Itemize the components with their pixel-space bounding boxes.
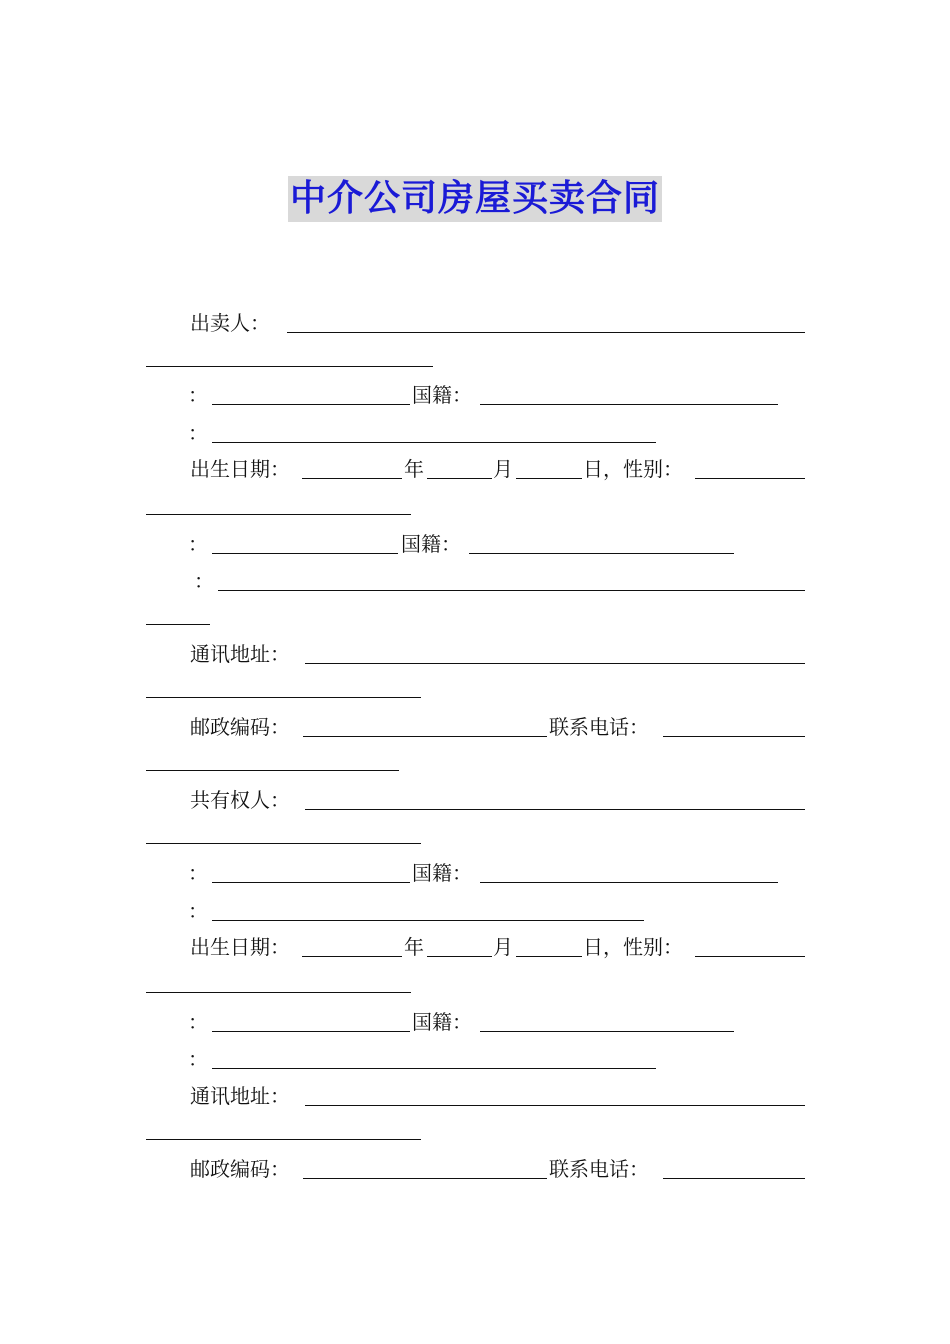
month-label: 月 — [493, 457, 513, 481]
blank-field — [218, 590, 805, 591]
address-blank-cont — [146, 697, 421, 698]
month-blank — [427, 478, 492, 479]
birth-date-label: 出生日期： — [190, 457, 290, 481]
nationality-blank — [480, 882, 778, 883]
co-owner-id-row-2 — [0, 1007, 950, 1037]
address-blank-cont — [146, 1139, 421, 1140]
document-title: 中介公司房屋买卖合同 — [288, 176, 662, 222]
month-label: 月 — [493, 935, 513, 959]
postcode-blank — [303, 736, 547, 737]
co-owner-extra-row-2 — [0, 1044, 950, 1074]
address-row — [0, 639, 950, 669]
address-blank — [305, 1105, 805, 1106]
colon-label: ： — [194, 569, 214, 593]
address-label: 通讯地址： — [190, 1084, 290, 1108]
nationality-label: 国籍： — [401, 532, 461, 556]
postcode-label: 邮政编码： — [190, 1157, 290, 1181]
day-blank — [516, 478, 582, 479]
postcode-blank — [303, 1178, 547, 1179]
co-owner-blank — [305, 809, 805, 810]
document-title-wrap — [0, 176, 950, 222]
nationality-blank — [469, 553, 734, 554]
month-blank — [427, 956, 492, 957]
co-owner-birth-row — [0, 932, 950, 962]
blank-field — [212, 1031, 410, 1032]
postcode-label: 邮政编码： — [190, 715, 290, 739]
blank-field — [212, 920, 644, 921]
nationality-blank — [480, 1031, 734, 1032]
seller-row — [0, 308, 950, 338]
co-owner-label: 共有权人： — [190, 788, 290, 812]
colon-label: ： — [188, 899, 208, 923]
gender-blank — [695, 956, 805, 957]
address-row-cont — [0, 673, 950, 703]
colon-label: ： — [188, 1010, 208, 1034]
blank-field — [212, 404, 410, 405]
co-owner-row — [0, 785, 950, 815]
co-owner-extra-row — [0, 896, 950, 926]
seller-extra-row-2-cont — [0, 600, 950, 630]
year-blank — [302, 478, 402, 479]
phone-blank — [663, 1178, 805, 1179]
year-blank — [302, 956, 402, 957]
colon-label: ： — [188, 383, 208, 407]
gender-blank — [695, 478, 805, 479]
birth-row — [0, 454, 950, 484]
year-label: 年 — [404, 935, 424, 959]
co-owner-address-row-cont — [0, 1115, 950, 1145]
nationality-label: 国籍： — [412, 1010, 472, 1034]
seller-id-row — [0, 380, 950, 410]
year-label: 年 — [404, 457, 424, 481]
address-label: 通讯地址： — [190, 642, 290, 666]
gender-blank-cont — [146, 514, 411, 515]
phone-label: 联系电话： — [549, 1157, 649, 1181]
postcode-phone-row-cont — [0, 746, 950, 776]
seller-extra-row-2 — [0, 566, 950, 596]
co-owner-id-row — [0, 858, 950, 888]
phone-blank-cont — [146, 770, 399, 771]
birth-row-cont — [0, 490, 950, 520]
co-owner-address-row — [0, 1081, 950, 1111]
nationality-label: 国籍： — [412, 383, 472, 407]
phone-blank — [663, 736, 805, 737]
day-gender-label: 日，性别： — [583, 457, 683, 481]
nationality-blank — [480, 404, 778, 405]
blank-field-cont — [146, 624, 210, 625]
colon-label: ： — [188, 1047, 208, 1071]
blank-field — [212, 553, 398, 554]
seller-blank-cont — [146, 366, 433, 367]
co-owner-birth-row-cont — [0, 968, 950, 998]
seller-row-cont — [0, 342, 950, 372]
co-owner-row-cont — [0, 819, 950, 849]
birth-date-label: 出生日期： — [190, 935, 290, 959]
blank-field — [212, 882, 410, 883]
seller-id-row-2 — [0, 529, 950, 559]
address-blank — [305, 663, 805, 664]
co-owner-blank-cont — [146, 843, 421, 844]
seller-extra-row — [0, 418, 950, 448]
co-owner-postcode-phone-row — [0, 1154, 950, 1184]
seller-label: 出卖人： — [190, 311, 270, 335]
blank-field — [212, 442, 656, 443]
colon-label: ： — [188, 421, 208, 445]
colon-label: ： — [188, 532, 208, 556]
day-blank — [516, 956, 582, 957]
nationality-label: 国籍： — [412, 861, 472, 885]
blank-field — [212, 1068, 656, 1069]
gender-blank-cont — [146, 992, 411, 993]
phone-label: 联系电话： — [549, 715, 649, 739]
seller-blank — [287, 332, 805, 333]
day-gender-label: 日，性别： — [583, 935, 683, 959]
postcode-phone-row — [0, 712, 950, 742]
colon-label: ： — [188, 861, 208, 885]
